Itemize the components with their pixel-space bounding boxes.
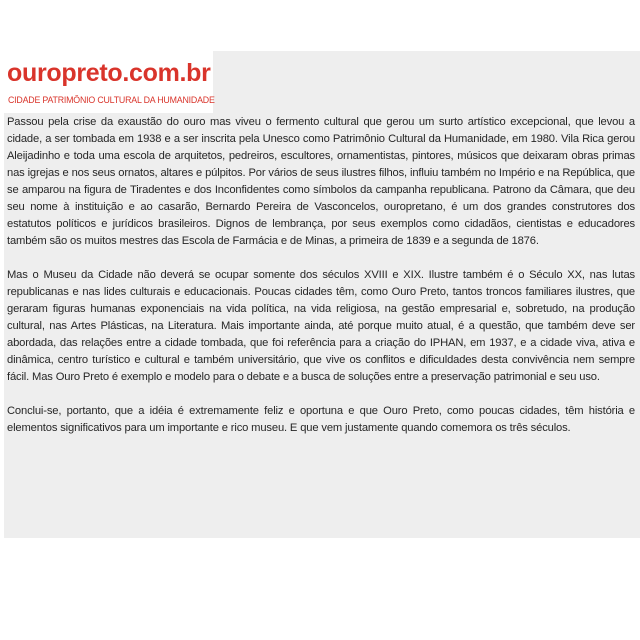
logo-tagline: CIDADE PATRIMÔNIO CULTURAL DA HUMANIDADE	[8, 95, 215, 105]
paragraph-2: Mas o Museu da Cidade não deverá se ocupar somente dos séculos XVIII e XIX. Ilustre também é o Século XX, nas lutas republicanas e nas lides culturais e educacionais. Poucas cidades têm, como Ouro Preto, tantos troncos familiares ilustres, que geraram figuras humanas exponenciais na vida política, na vida religiosa, na gestão empresarial e, sobretudo, na produção cultural, nas Artes Plásticas, na Literatura. Mais importante ainda, até porque muito atual, é a questão, que também deve ser abordada, das relações entre a cidade tombada, que foi referência para a criação do IPHAN, em 1937, e a cidade viva, ativa e dinâmica, centro turístico e cultural e também universitário, que vive os conflitos e dificuldades desta convivência nem sempre fácil. Mas Ouro Preto é exemplo e modelo para o debate e a busca de soluções entre a preservação patrimonial e seu uso.	[7, 269, 635, 383]
logo-name: ouropreto.com.br	[7, 59, 211, 87]
paragraph-1: Passou pela crise da exaustão do ouro mas viveu o fermento cultural que gerou um surto artístico excepcional, que levou a cidade, a ser tombada em 1938 e a ser inscrita pela Unesco como Patrimônio Cultural da Humanidade, em 1980. Vila Rica gerou Aleijadinho e toda uma escola de arquitetos, pedreiros, escultores, ornamentistas, pintores, músicos que deixaram obras primas nas igrejas e nos seus ornatos, altares e púlpitos. Por vários de seus ilustres filhos, influiu também no Império e na República, que se amparou na figura de Tiradentes e dos Inconfidentes como símbolos da campanha republicana. Patrono da Câmara, que deu seu nome à instituição e ao casarão, Bernardo Pereira de Vasconcelos, ouropretano, é um dos grandes construtores dos estatutos políticos e jurídicos brasileiros. Dignos de lembrança, por seus exemplos como cidadãos, cientistas e educadores também são os muitos mestres das Escola de Farmácia e de Minas, a primeira de 1839 e a segunda de 1876.	[7, 116, 635, 247]
article-body	[7, 114, 635, 437]
site-logo[interactable]	[4, 51, 213, 113]
paragraph-3: Conclui-se, portanto, que a idéia é extremamente feliz e oportuna e que Ouro Preto, como poucas cidades, têm história e elementos significativos para um importante e rico museu. E que vem justamente quando comemora os três séculos.	[7, 405, 635, 434]
